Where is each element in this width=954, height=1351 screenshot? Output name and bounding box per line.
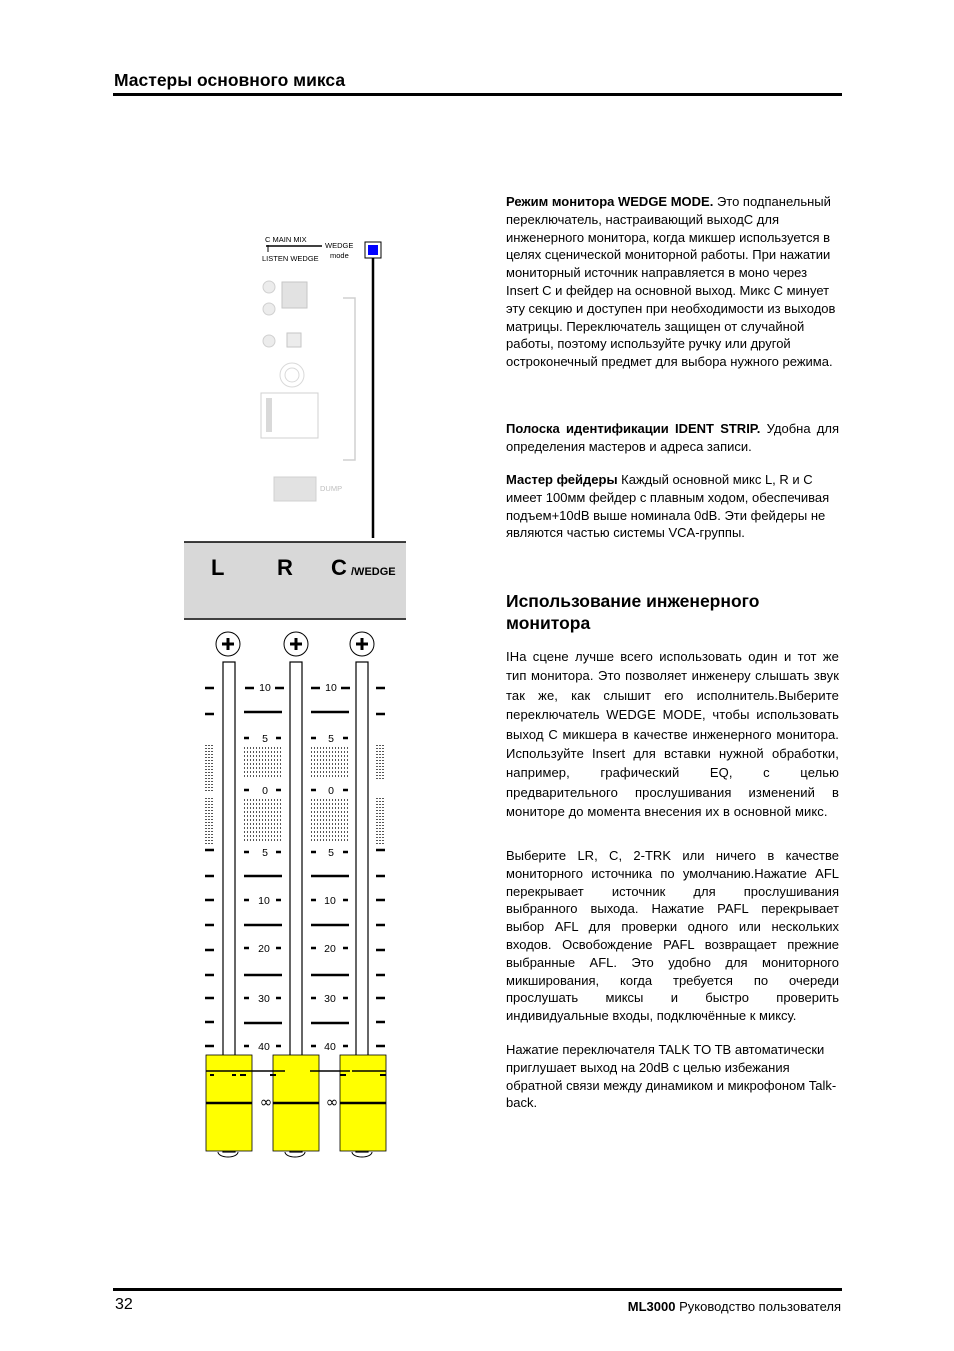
wedge-label: WEDGE bbox=[325, 241, 354, 250]
faded-controls bbox=[261, 281, 355, 501]
page-header-title: Мастеры основного микса bbox=[114, 70, 346, 90]
wedge-mode-title: Режим монитора WEDGE MODE. bbox=[506, 194, 714, 209]
footer-rule bbox=[113, 1288, 842, 1291]
scale-mark: 10 bbox=[325, 682, 337, 694]
bottom-ovals bbox=[218, 1152, 372, 1157]
section-title: Использование инженерного монитора bbox=[506, 591, 760, 633]
scale-mark: 5 bbox=[262, 847, 268, 859]
wedge-mode-body: Это подпанельный переключатель, настраивающий выходС для инженерного монитора, когда микшер используется в целях сценической мониторной работы. При нажатии мониторный источник направляется в моно через Insert C и фейдер на основной выход. Микс C минует эту секцию и доступен при необходимости из выходов матрицы. Переключатель защищен от случайной работы, поэтому используйте ручку или другой остроконечный предмет для выбора нужного режима. bbox=[506, 194, 836, 370]
header-rule bbox=[113, 93, 842, 96]
scale-mark: 10 bbox=[324, 895, 336, 907]
scale-mark: 30 bbox=[324, 993, 336, 1005]
strip-letter-c: C bbox=[331, 555, 347, 580]
master-section-illustration bbox=[180, 230, 420, 1160]
fader-knobs bbox=[206, 1055, 386, 1151]
scale-mark: 40 bbox=[258, 1041, 270, 1053]
ident-strip-paragraph bbox=[506, 420, 839, 456]
mode-label: mode bbox=[330, 251, 349, 260]
master-faders-paragraph bbox=[506, 471, 839, 542]
footer-manual-rest: Руководство пользователя bbox=[675, 1299, 841, 1314]
c-main-mix-label: C MAIN MIX bbox=[265, 235, 307, 244]
scale-mark: 40 bbox=[324, 1041, 336, 1053]
strip-letter-r: R bbox=[277, 555, 293, 580]
scale-right bbox=[324, 682, 337, 1053]
scale-mark: 0 bbox=[262, 785, 268, 797]
monitor-paragraph-3: Нажатие переключателя TALK TO TB автоматически приглушает выход на 20dB с целью избежания обратной связи между динамиком и микрофоном Talk-back. bbox=[506, 1042, 837, 1111]
scale-mark: 0 bbox=[328, 785, 334, 797]
scale-left bbox=[258, 682, 271, 1053]
fader-screws bbox=[216, 632, 374, 656]
infinity-mark-left: ∞ bbox=[259, 1093, 273, 1111]
scale-mark: 10 bbox=[259, 682, 271, 694]
master-faders-title: Мастер фейдеры bbox=[506, 472, 618, 487]
scale-mark: 5 bbox=[262, 733, 268, 745]
page-number: 32 bbox=[115, 1296, 133, 1313]
wedge-mode-paragraph bbox=[506, 193, 839, 371]
listen-wedge-label: LISTEN WEDGE bbox=[262, 254, 319, 263]
master-faders-body: Каждый основной микс L, R и C имеет 100мм фейдер с плавным ходом, обеспечивая подъем+10dB выше номинала 0dB. Эти фейдеры не являются частью системы VCA-группы. bbox=[506, 472, 830, 541]
footer-manual-title bbox=[628, 1299, 841, 1314]
scale-mark: 30 bbox=[258, 993, 270, 1005]
footer-model: ML3000 bbox=[627, 1299, 676, 1314]
infinity-mark-right: ∞ bbox=[325, 1093, 339, 1111]
dump-label: DUMP bbox=[320, 484, 343, 493]
strip-letter-l: L bbox=[211, 555, 225, 580]
scale-mark: 5 bbox=[328, 733, 334, 745]
scale-mark: 20 bbox=[324, 943, 336, 955]
monitor-paragraph-2: Выберите LR, C, 2-TRK или ничего в качестве мониторного источника по умолчанию.Нажатие AFL перекрывает источник для прослушивания выбранного выхода. Нажатие PAFL перекрывает выбор AFL для проверки одного или нескольких входов. Освобождение PAFL возвращает прежние выбранные AFL. Это удобно для мониторного микширования, когда требуется по очереди прослушать миксы и быстро проверить индивидуальные входы, подключённые к миксу. bbox=[506, 848, 839, 1024]
ident-strip-title: Полоска идентификации IDENT STRIP. bbox=[506, 421, 761, 436]
monitor-paragraph-1: IНа сцене лучше всего использовать один и тот же тип монитора. Это позволяет инженеру слышать звук так же, как слышит его исполнитель.Выберите переключатель WEDGE MODE, чтобы использовать выход C микшера в качестве инженерного монитора. Используйте Insert для вставки нужной обработки, например, графический EQ, с целью предварительного прослушивания изменений в мониторе до момента внесения их в основной микс. bbox=[506, 649, 839, 820]
scale-mark: 10 bbox=[258, 895, 270, 907]
scale-mark: 20 bbox=[258, 943, 270, 955]
ident-strip bbox=[184, 542, 406, 618]
scale-mark: 5 bbox=[328, 847, 334, 859]
ident-strip-body: Удобна для определения мастеров и адреса записи. bbox=[506, 421, 839, 454]
strip-wedge-suffix: /WEDGE bbox=[351, 566, 396, 578]
wedge-led-icon bbox=[368, 245, 378, 255]
